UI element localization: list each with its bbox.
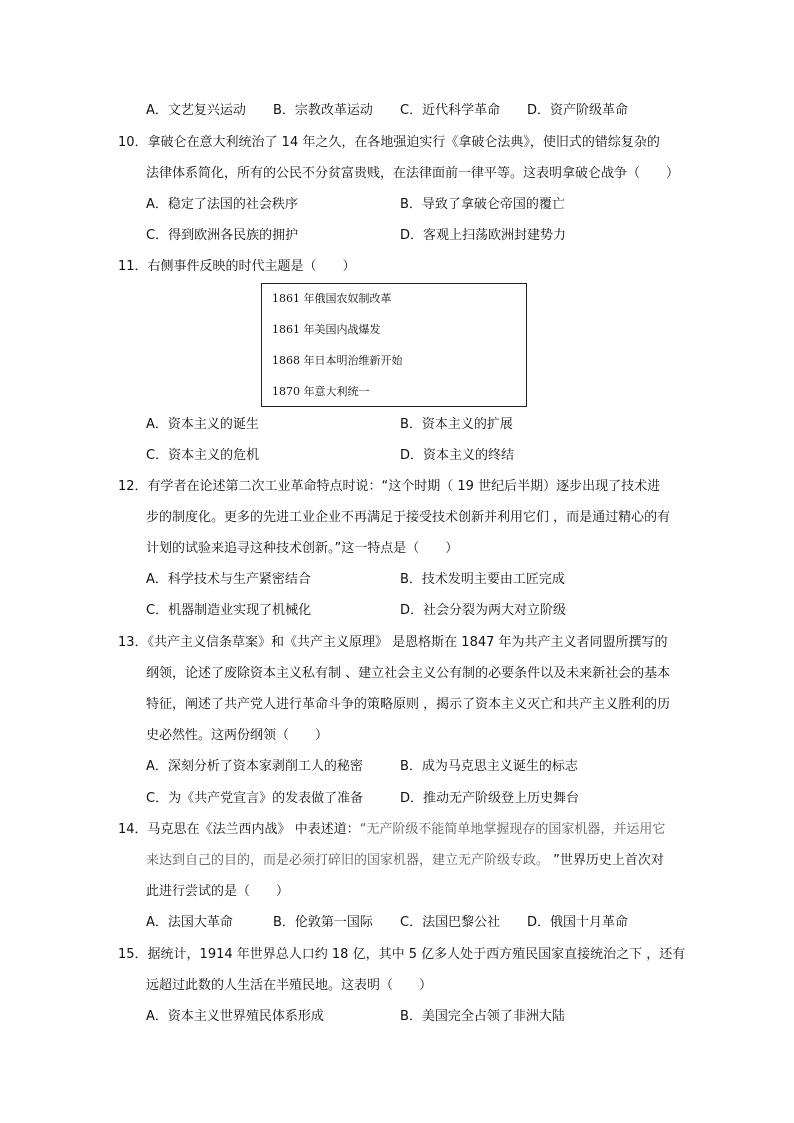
q14-option-a: A．法国大革命 bbox=[146, 915, 233, 930]
q11-event-2: 1861 年美国内战爆发 bbox=[272, 323, 381, 336]
q14-stem-intro: 14．马克思在《法兰西内战》 中表述道： bbox=[118, 822, 360, 837]
q9-option-b: B．宗教改革运动 bbox=[273, 103, 373, 118]
q14-stem-line-1 bbox=[118, 821, 665, 839]
q12-option-b: B．技术发明主要由工匠完成 bbox=[400, 572, 565, 587]
q9-option-c: C．近代科学革命 bbox=[400, 103, 501, 118]
q10-stem-line-2: 法律体系简化，所有的公民不分贫富贵贱，在法律面前一律平等。这表明拿破仑战争（ ） bbox=[146, 166, 680, 181]
q9-option-a: A．文艺复兴运动 bbox=[146, 103, 246, 118]
q13-stem-line-1: 13．《共产主义信条草案》和《共产主义原理》 是恩格斯在 1847 年为共产主义者同盟所撰写的 bbox=[118, 635, 668, 650]
q12-stem-line-3: 计划的试验来追寻这种技术创新。”这一特点是（ ） bbox=[146, 541, 459, 556]
q12-stem-line-2: 步的制度化。更多的先进工业企业不再满足于接受技术创新并利用它们 ，而是通过精心的有 bbox=[146, 510, 671, 525]
q14-option-d: D．俄国十月革命 bbox=[527, 915, 629, 930]
q11-event-1: 1861 年俄国农奴制改革 bbox=[272, 292, 392, 305]
q11-option-c: C．资本主义的危机 bbox=[146, 448, 260, 463]
q11-option-a: A．资本主义的诞生 bbox=[146, 417, 259, 432]
q11-event-4: 1870 年意大利统一 bbox=[272, 385, 370, 398]
q15-option-b: B．美国完全占领了非洲大陆 bbox=[400, 1009, 565, 1024]
q10-option-a: A．稳定了法国的社会秩序 bbox=[146, 197, 298, 212]
q11-events-box bbox=[261, 283, 527, 407]
q14-stem-line-2 bbox=[146, 852, 664, 870]
q15-stem-line-2: 远超过此数的人生活在半殖民地。这表明（ ） bbox=[146, 978, 433, 993]
q10-option-b: B．导致了拿破仑帝国的覆亡 bbox=[400, 197, 565, 212]
q13-stem-line-4: 史必然性。这两份纲领（ ） bbox=[146, 728, 329, 743]
q9-option-d: D．资产阶级革命 bbox=[527, 103, 629, 118]
q11-event-3: 1868 年日本明治维新开始 bbox=[272, 354, 403, 367]
q14-stem-tail: ”世界历史上首次对 bbox=[549, 853, 664, 868]
q14-stem-line-3: 此进行尝试的是（ ） bbox=[146, 884, 290, 899]
q11-stem: 11．右侧事件反映的时代主题是（ ） bbox=[118, 259, 356, 274]
q13-option-b: B．成为马克思主义诞生的标志 bbox=[400, 759, 578, 774]
q13-option-a: A．深刻分析了资本家剥削工人的秘密 bbox=[146, 759, 363, 774]
q12-option-a: A．科学技术与生产紧密结合 bbox=[146, 572, 311, 587]
q13-stem-line-2: 纲领，论述了废除资本主义私有制 、建立社会主义公有制的必要条件以及未来新社会的基本 bbox=[146, 666, 671, 681]
q14-option-c: C．法国巴黎公社 bbox=[400, 915, 501, 930]
q11-option-b: B．资本主义的扩展 bbox=[400, 417, 513, 432]
q13-stem-line-3: 特征，阐述了共产党人进行革命斗争的策略原则 ，揭示了资本主义灭亡和共产主义胜利的历 bbox=[146, 697, 671, 712]
q10-option-d: D．客观上扫荡欧洲封建势力 bbox=[400, 228, 567, 243]
q13-option-d: D．推动无产阶级登上历史舞台 bbox=[400, 791, 580, 806]
q12-stem-line-1: 12．有学者在论述第二次工业革命特点时说：“这个时期（ 19 世纪后半期）逐步出现了技术进 bbox=[118, 479, 661, 494]
q11-option-d: D．资本主义的终结 bbox=[400, 448, 515, 463]
q14-quote-part-2: 来达到自己的目的，而是必须打碎旧的国家机器，建立无产阶级专政。 bbox=[146, 853, 550, 868]
q14-quote-part-1: “无产阶级不能简单地掌握现存的国家机器，并运用它 bbox=[359, 822, 666, 837]
q10-option-c: C．得到欧洲各民族的拥护 bbox=[146, 228, 299, 243]
q15-stem-line-1: 15．据统计，1914 年世界总人口约 18 亿，其中 5 亿多人处于西方殖民国家直接统治之下 ，还有 bbox=[118, 947, 686, 962]
q12-option-c: C．机器制造业实现了机械化 bbox=[146, 603, 312, 618]
q15-option-a: A．资本主义世界殖民体系形成 bbox=[146, 1009, 324, 1024]
q10-stem-line-1: 10．拿破仑在意大利统治了 14 年之久，在各地强迫实行《拿破仑法典》，使旧式的错综复杂的 bbox=[118, 135, 660, 150]
q12-option-d: D．社会分裂为两大对立阶级 bbox=[400, 603, 567, 618]
q13-option-c: C．为《共产党宣言》的发表做了准备 bbox=[146, 791, 364, 806]
q14-option-b: B．伦敦第一国际 bbox=[273, 915, 373, 930]
